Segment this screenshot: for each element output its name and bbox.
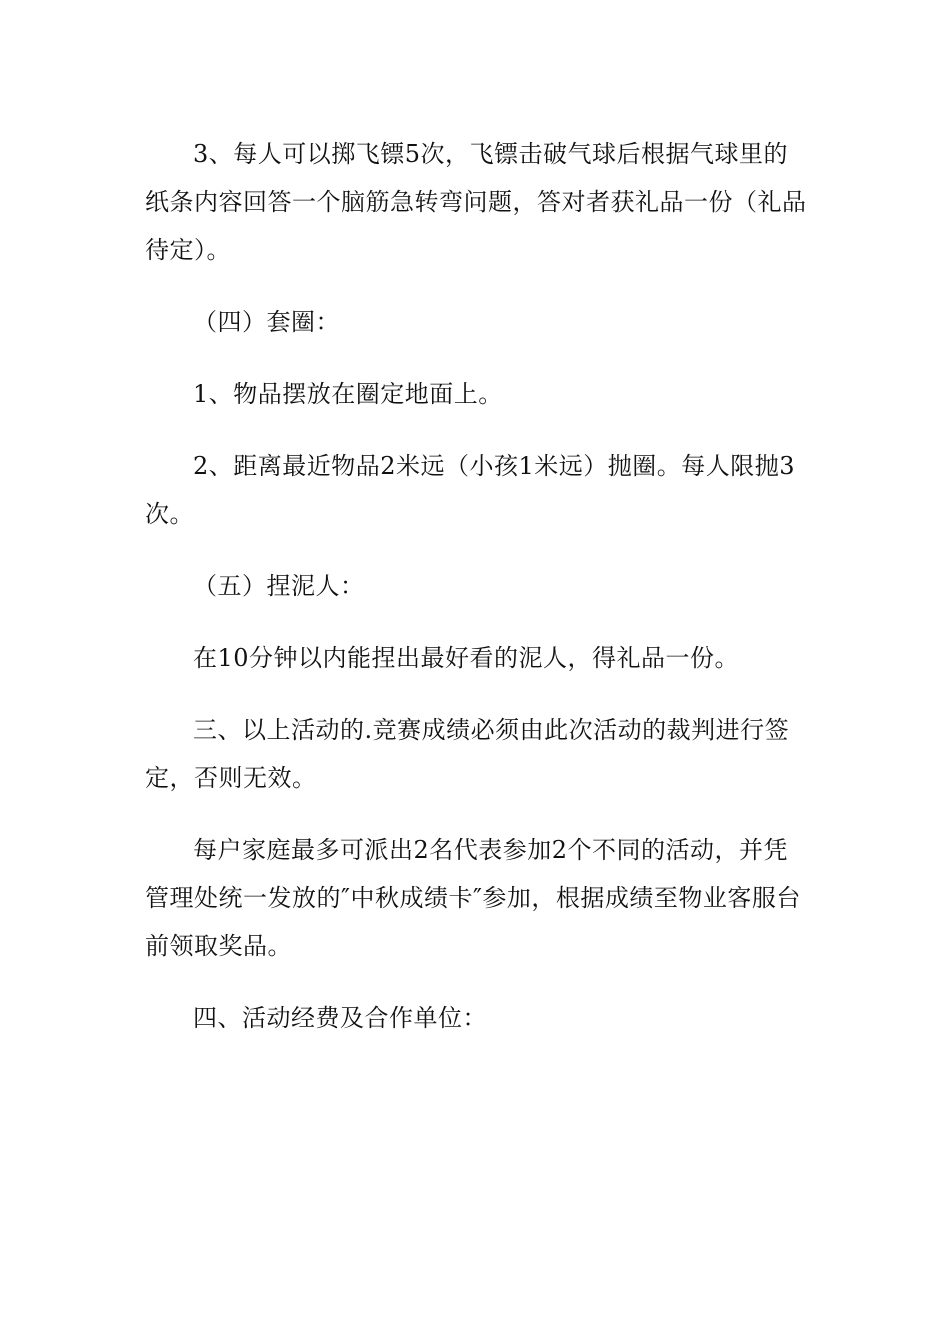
paragraph-dart-rules: 3、每人可以掷飞镖5次，飞镖击破气球后根据气球里的纸条内容回答一个脑筋急转弯问题，答对者获礼品一份（礼品待定）。 [145, 140, 807, 264]
heading-section-four: 四、活动经费及合作单位： [193, 1004, 487, 1032]
paragraph-ring-toss-item-2: 2、距离最近物品2米远（小孩1米远）抛圈。每人限抛3次。 [145, 452, 796, 528]
paragraph-ring-toss-item-1: 1、物品摆放在圈定地面上。 [193, 380, 503, 408]
paragraph-section-three: 三、以上活动的.竞赛成绩必须由此次活动的裁判进行签定，否则无效。 [145, 716, 790, 792]
heading-ring-toss: （四）套圈： [193, 308, 340, 336]
heading-clay-figure: （五）捏泥人： [193, 572, 365, 600]
paragraph-clay-figure-rule: 在10分钟以内能捏出最好看的泥人，得礼品一份。 [193, 644, 740, 672]
document-body [145, 130, 810, 1042]
paragraph-family-participation: 每户家庭最多可派出2名代表参加2个不同的活动，并凭管理处统一发放的″中秋成绩卡″参加，根据成绩至物业客服台前领取奖品。 [145, 836, 801, 960]
